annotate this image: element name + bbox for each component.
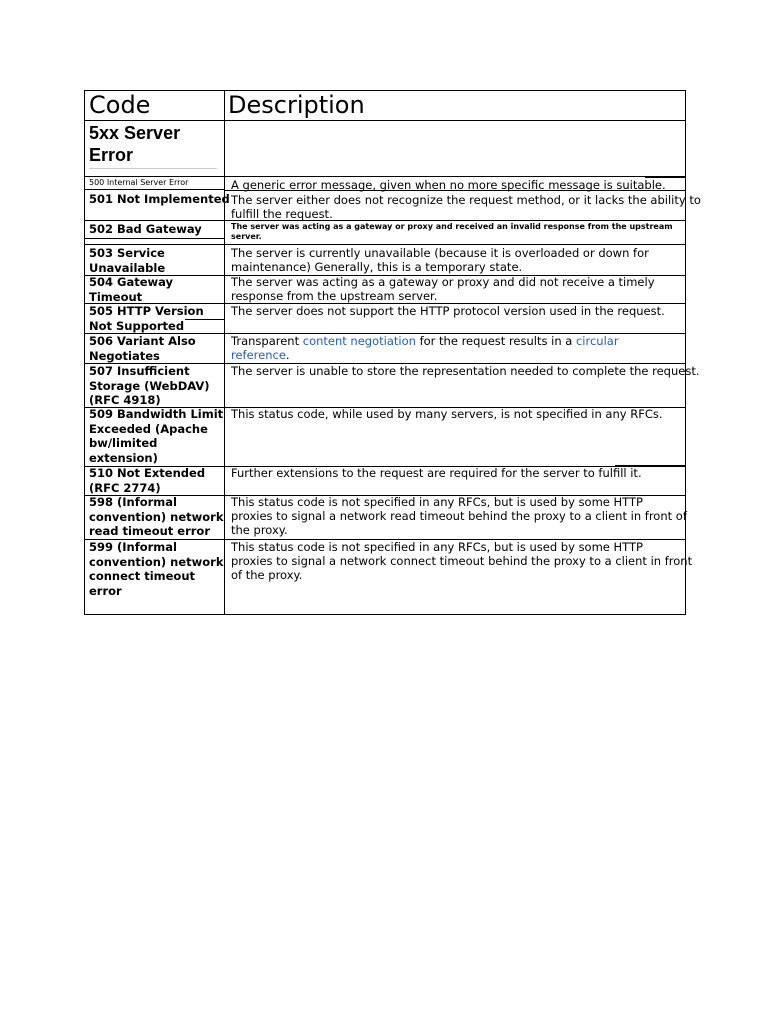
code-line: read timeout error	[89, 524, 210, 538]
description-line	[231, 348, 685, 362]
description-text: for the request results in a	[415, 334, 576, 348]
description-line: proxies to signal a network connect timeout behind the proxy to a client in front	[231, 554, 693, 569]
row-divider	[85, 244, 685, 245]
code-line: 510 Not Extended	[89, 466, 206, 480]
row-506-description	[231, 334, 685, 362]
row-502-description	[231, 222, 685, 242]
row-503-description	[231, 246, 685, 274]
row-502-code: 502 Bad Gateway	[89, 222, 202, 236]
section-title	[89, 122, 223, 166]
section-title-line: 5xx Server	[89, 123, 181, 143]
row-501-description	[231, 193, 701, 222]
row-506-code	[89, 334, 223, 363]
code-line: 504 Gateway	[89, 275, 174, 289]
header-code: Code	[89, 91, 151, 119]
circular-reference-link[interactable]: circular	[575, 334, 619, 348]
description-line: The server was acting as a gateway or proxy and received an invalid response from the upstream	[231, 222, 673, 231]
row-divider	[85, 238, 224, 239]
row-500-code: 500 Internal Server Error	[89, 178, 189, 187]
code-line: extension)	[89, 450, 158, 465]
row-501-code: 501 Not Implemented	[89, 192, 230, 206]
row-503-code	[89, 246, 223, 275]
code-line: (RFC 4918)	[89, 393, 161, 407]
description-line: response from the upstream server.	[231, 289, 438, 304]
row-509-description: This status code, while used by many servers, is not specified in any RFCs.	[231, 407, 663, 421]
description-line: The server was acting as a gateway or proxy and did not receive a timely	[231, 275, 655, 289]
code-line: 509 Bandwidth Limit	[89, 407, 224, 421]
content-negotiation-link[interactable]: content negotiation	[302, 334, 416, 348]
row-598-code	[89, 495, 223, 539]
description-line: proxies to signal a network read timeout behind the proxy to a client in front of	[231, 509, 687, 524]
row-500-description: A generic error message, given when no more specific message is suitable.	[231, 178, 666, 192]
row-510-description: Further extensions to the request are required for the server to fulfill it.	[231, 466, 642, 480]
http-5xx-status-table	[84, 90, 701, 615]
code-line: 506 Variant Also	[89, 334, 196, 348]
code-line: Unavailable	[89, 260, 166, 275]
description-line: fulfill the request.	[231, 207, 333, 222]
code-line: Storage (WebDAV)	[89, 378, 210, 393]
column-divider	[224, 91, 225, 614]
row-divider	[645, 177, 685, 178]
description-line: the proxy.	[231, 523, 288, 538]
code-line: Negotiates	[89, 348, 160, 363]
description-line: The server either does not recognize the request method, or it lacks the ability to	[231, 193, 701, 207]
code-line: 599 (Informal	[89, 540, 177, 554]
code-line: 598 (Informal	[89, 495, 177, 509]
code-line: convention) network	[89, 554, 224, 569]
row-599-code	[89, 540, 223, 598]
header-description: Description	[228, 91, 365, 119]
circular-reference-link[interactable]: reference	[231, 348, 286, 363]
description-line	[231, 334, 685, 348]
description-line: of the proxy.	[231, 568, 303, 583]
row-510-code	[89, 466, 223, 495]
row-507-code	[89, 364, 223, 408]
code-line: error	[89, 583, 122, 598]
row-507-description: The server is unable to store the representation needed to complete the request.	[231, 364, 700, 378]
code-line: Not Supported	[89, 318, 185, 333]
row-505-description: The server does not support the HTTP protocol version used in the request.	[231, 304, 665, 318]
description-line: The server is currently unavailable (because it is overloaded or down for	[231, 246, 649, 260]
description-line: This status code is not specified in any RFCs, but is used by some HTTP	[231, 540, 643, 554]
row-509-code	[89, 407, 223, 465]
row-divider	[85, 220, 685, 221]
description-text: Transparent	[231, 334, 303, 348]
description-line: maintenance) Generally, this is a temporary state.	[231, 260, 523, 275]
row-divider	[185, 319, 224, 320]
code-line: Timeout	[89, 289, 143, 304]
code-line: connect timeout	[89, 569, 196, 583]
row-divider	[85, 189, 224, 190]
row-598-description	[231, 495, 685, 538]
code-line: 505 HTTP Version	[89, 304, 204, 318]
code-line: Exceeded (Apache	[89, 421, 208, 436]
section-title-line: Error	[89, 145, 134, 165]
row-divider	[85, 120, 685, 121]
code-line: 507 Insufficient	[89, 364, 190, 378]
code-line: (RFC 2774)	[89, 480, 161, 495]
code-line: bw/limited	[89, 436, 158, 450]
section-underline	[89, 168, 217, 169]
row-504-code	[89, 275, 223, 304]
description-line: This status code is not specified in any RFCs, but is used by some HTTP	[231, 495, 643, 509]
description-text: .	[285, 348, 290, 363]
description-line: server.	[231, 232, 262, 241]
row-divider	[224, 190, 685, 191]
row-599-description	[231, 540, 693, 583]
row-504-description	[231, 275, 685, 303]
code-line: 503 Service	[89, 246, 165, 260]
row-divider	[85, 176, 685, 177]
code-line: convention) network	[89, 509, 224, 524]
